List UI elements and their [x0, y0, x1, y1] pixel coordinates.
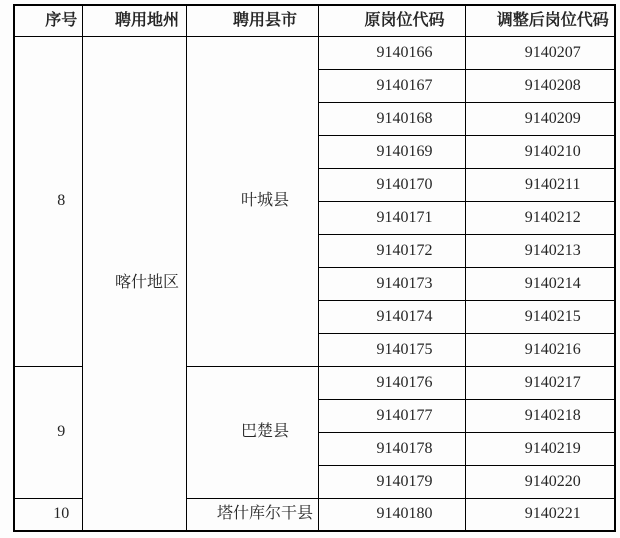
original-code-cell: 9140166	[318, 36, 465, 69]
original-code-cell: 9140176	[318, 366, 465, 399]
adjusted-code-cell: 9140211	[465, 168, 615, 201]
adjusted-code-cell: 9140220	[465, 465, 615, 498]
original-code-cell: 9140169	[318, 135, 465, 168]
header-serial: 序号	[14, 5, 82, 36]
original-code-cell: 9140172	[318, 234, 465, 267]
adjusted-code-cell: 9140216	[465, 333, 615, 366]
prefecture-cell: 喀什地区	[82, 36, 186, 531]
original-code-cell: 9140173	[318, 267, 465, 300]
adjusted-code-cell: 9140221	[465, 498, 615, 531]
original-code-cell: 9140170	[318, 168, 465, 201]
header-row	[14, 5, 615, 36]
original-code-cell: 9140175	[318, 333, 465, 366]
serial-cell: 10	[14, 498, 82, 531]
position-code-table	[13, 4, 616, 532]
header-original-code: 原岗位代码	[318, 5, 465, 36]
original-code-cell: 9140171	[318, 201, 465, 234]
adjusted-code-cell: 9140214	[465, 267, 615, 300]
county-cell: 叶城县	[186, 36, 318, 366]
original-code-cell: 9140167	[318, 69, 465, 102]
adjusted-code-cell: 9140215	[465, 300, 615, 333]
original-code-cell: 9140177	[318, 399, 465, 432]
adjusted-code-cell: 9140213	[465, 234, 615, 267]
adjusted-code-cell: 9140207	[465, 36, 615, 69]
original-code-cell: 9140179	[318, 465, 465, 498]
original-code-cell: 9140180	[318, 498, 465, 531]
header-county: 聘用县市	[186, 5, 318, 36]
adjusted-code-cell: 9140219	[465, 432, 615, 465]
original-code-cell: 9140174	[318, 300, 465, 333]
table-row	[14, 36, 615, 69]
adjusted-code-cell: 9140217	[465, 366, 615, 399]
county-cell: 塔什库尔干县	[186, 498, 318, 531]
adjusted-code-cell: 9140212	[465, 201, 615, 234]
original-code-cell: 9140168	[318, 102, 465, 135]
header-prefecture: 聘用地州	[82, 5, 186, 36]
header-adjusted-code: 调整后岗位代码	[465, 5, 615, 36]
county-cell: 巴楚县	[186, 366, 318, 498]
serial-cell: 9	[14, 366, 82, 498]
adjusted-code-cell: 9140218	[465, 399, 615, 432]
original-code-cell: 9140178	[318, 432, 465, 465]
adjusted-code-cell: 9140210	[465, 135, 615, 168]
adjusted-code-cell: 9140209	[465, 102, 615, 135]
serial-cell: 8	[14, 36, 82, 366]
adjusted-code-cell: 9140208	[465, 69, 615, 102]
